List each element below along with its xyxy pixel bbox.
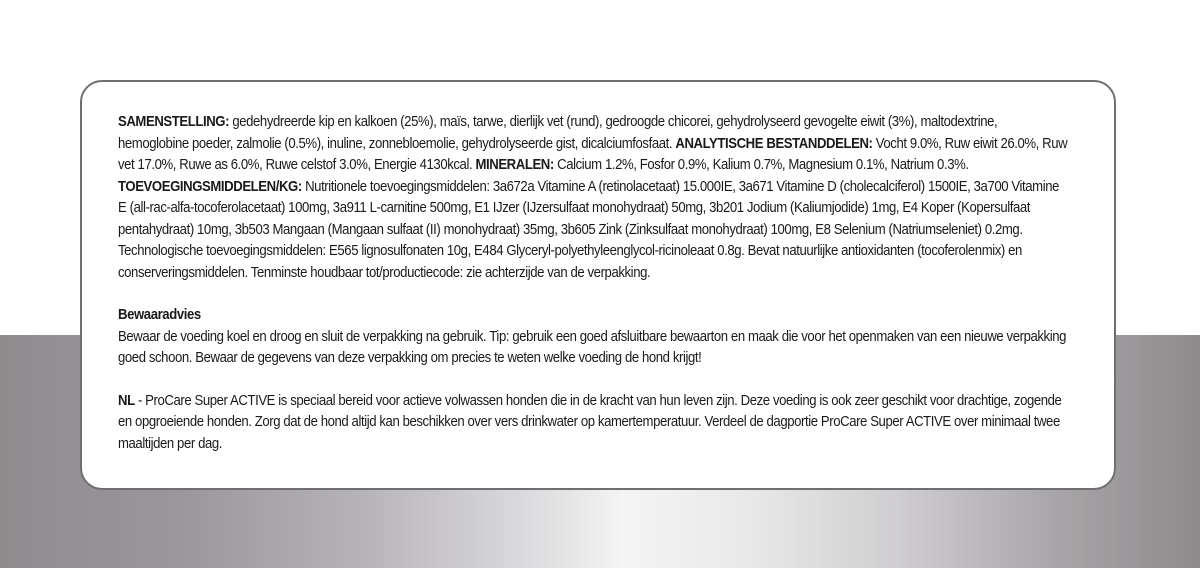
composition-text: gedehydreerde kip en kalkoen (25%), maïs, tarwe, dierlijk vet (rund), gedroogde chicorei, gehydrolyseerd gevogelte eiwit (3%), maltodextrine, hemoglobine poeder, zalmolie (0.5%), inuline, zonnebloemolie, gehydrolyseerde gist, dicalciumfosfaat. (118, 114, 998, 152)
minerals-text: Calcium 1.2%, Fosfor 0.9%, Kalium 0.7%, Magnesium 0.1%, Natrium 0.3%. (553, 157, 969, 173)
composition-section (118, 112, 1068, 284)
additives-text: Nutritionele toevoegingsmiddelen: 3a672a Vitamine A (retinolacetaat) 15.000IE, 3a671 Vitamine D (cholecalciferol) 1500IE, 3a700 Vitamine E (all-rac-alfa-tocoferolacetaat) 100mg, 3a911 L-carnitine 500mg, E1 IJzer (IJzersulfaat monohydraat) 50mg, 3b201 Jodium (Kaliumjodide) 1mg, E4 Koper (Kopersulfaat pentahydraat) 10mg, 3b503 Mangaan (Mangaan sulfaat (II) monohydraat) 35mg, 3b605 Zink (Zinksulfaat monohydraat) 100mg, E8 Selenium (Natriumseleniet) 0.2mg. Technologische toevoegingsmiddelen: E565 lignosulfonaten 10g, E484 Glyceryl-polyethyleenglycol-ricinoleaat 0.8g. Bevat natuurlijke antioxidanten (tocoferolenmix) en conserveringsmiddelen. Tenminste houdbaar tot/productiecode: zie achterzijde van de verpakking. (118, 178, 1060, 281)
storage-heading: Bewaaradvies (118, 307, 201, 323)
composition-heading: SAMENSTELLING: (118, 114, 230, 130)
description-section (118, 391, 1068, 456)
minerals-heading: MINERALEN: (475, 157, 554, 173)
storage-section (118, 305, 1068, 370)
additives-heading: TOEVOEGINGSMIDDELEN/KG: (118, 178, 302, 195)
label-content (118, 112, 1068, 455)
analytical-text: Vocht 9.0%, Ruw eiwit 26.0%, Ruw vet 17.0%, Ruwe as 6.0%, Ruwe celstof 3.0%, Energie 4130kcal. (118, 135, 1068, 173)
analytical-heading: ANALYTISCHE BESTANDDELEN: (675, 135, 873, 152)
storage-text: Bewaar de voeding koel en droog en sluit de verpakking na gebruik. Tip: gebruik een goed afsluitbare bewaarton en maak die voor het openmaken van een nieuwe verpakking goed schoon. Bewaar de gegevens van deze verpakking om precies te weten welke voeding de hond krijgt! (118, 328, 1067, 366)
description-lang: NL (118, 392, 135, 409)
description-text: - ProCare Super ACTIVE is speciaal bereid voor actieve volwassen honden die in de kracht van hun leven zijn. Deze voeding is ook zeer geschikt voor drachtige, zogende en opgroeiende honden. Zorg dat de hond altijd kan beschikken over vers drinkwater op kamertemperatuur. Verdeel de dagportie ProCare Super ACTIVE over minimaal twee maaltijden per dag. (118, 392, 1062, 452)
